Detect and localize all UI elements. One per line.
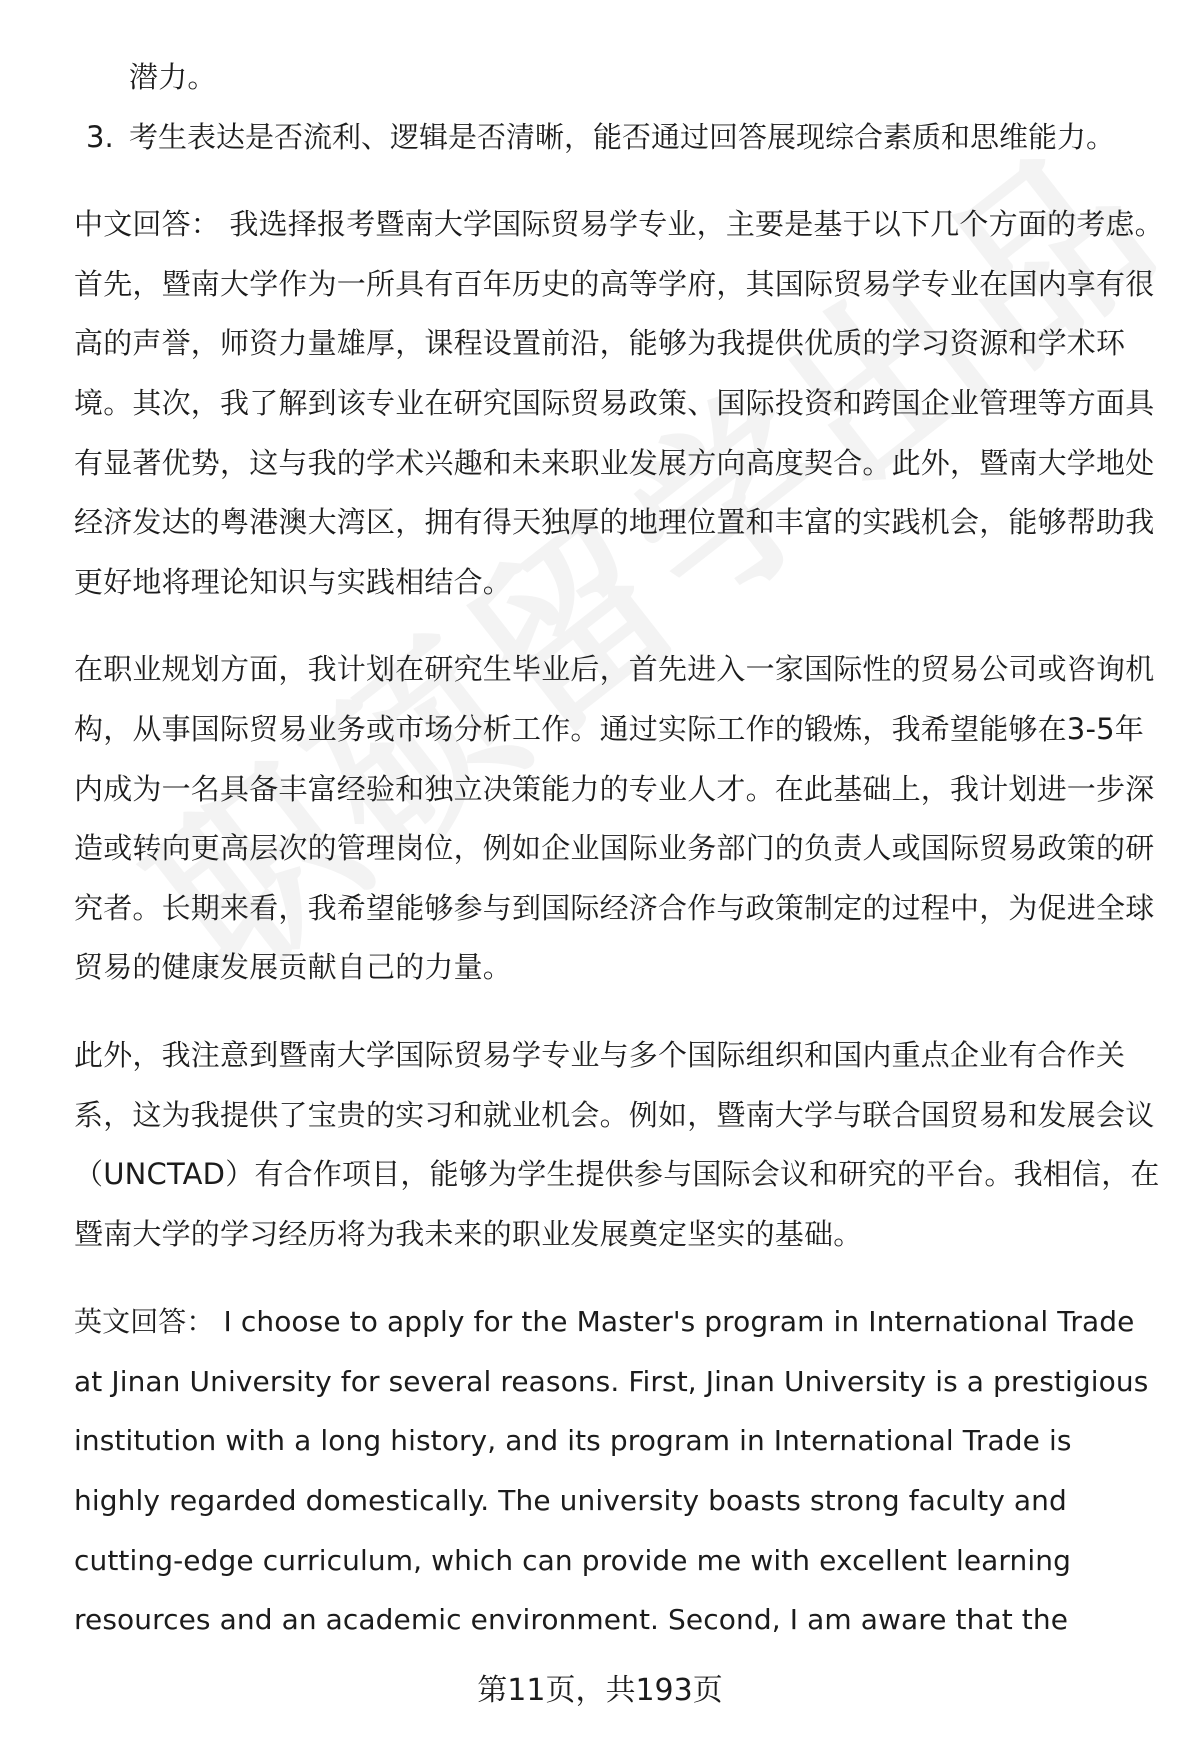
continuation-text: 潜力。: [129, 60, 217, 94]
english-line: institution with a long history, and its program in International Trade is: [74, 1424, 1072, 1458]
list-item: [86, 108, 1164, 168]
english-line: cutting-edge curriculum, which can provide me with excellent learning: [74, 1543, 1071, 1577]
list-number: 3.: [86, 119, 114, 154]
english-line: 英文回答： I choose to apply for the Master's program in International Trade: [74, 1305, 1135, 1339]
paragraph-chinese-answer: 中文回答： 我选择报考暨南大学国际贸易学专业，主要是基于以下几个方面的考虑。首先，暨南大学作为一所具有百年历史的高等学府，其国际贸易学专业在国内享有很高的声誉，师资力量雄厚，课程设置前沿，能够为我提供优质的学习资源和学术环境。其次，我了解到该专业在研究国际贸易政策、国际投资和跨国企业管理等方面具有显著优势，这与我的学术兴趣和未来职业发展方向高度契合。此外，暨南大学地处经济发达的粤港澳大湾区，拥有得天独厚的地理位置和丰富的实践机会，能够帮助我更好地将理论知识与实践相结合。: [74, 207, 1164, 599]
english-line: highly regarded domestically. The university boasts strong faculty and: [74, 1484, 1067, 1518]
paragraph-career-plan: 在职业规划方面，我计划在研究生毕业后，首先进入一家国际性的贸易公司或咨询机构，从事国际贸易业务或市场分析工作。通过实际工作的锻炼，我希望能够在3-5年内成为一名具备丰富经验和独立决策能力的专业人才。在此基础上，我计划进一步深造或转向更高层次的管理岗位，例如企业国际业务部门的负责人或国际贸易政策的研究者。长期来看，我希望能够参与到国际经济合作与政策制定的过程中，为促进全球贸易的健康发展贡献自己的力量。: [74, 652, 1155, 985]
english-line: resources and an academic environment. Second, I am aware that the: [74, 1603, 1069, 1637]
paragraph-partnerships: 此外，我注意到暨南大学国际贸易学专业与多个国际组织和国内重点企业有合作关系，这为我提供了宝贵的实习和就业机会。例如，暨南大学与联合国贸易和发展会议（UNCTAD）有合作项目，能够为学生提供参与国际会议和研究的平台。我相信，在暨南大学的学习经历将为我未来的职业发展奠定坚实的基础。: [74, 1037, 1160, 1251]
page-footer: 第11页，共193页: [477, 1673, 723, 1708]
document-page: [74, 48, 1164, 1650]
list-text: 考生表达是否流利、逻辑是否清晰，能否通过回答展现综合素质和思维能力。: [129, 119, 1116, 154]
english-line: at Jinan University for several reasons. First, Jinan University is a prestigious: [74, 1364, 1149, 1398]
paragraph-english-answer: [74, 1292, 1164, 1650]
